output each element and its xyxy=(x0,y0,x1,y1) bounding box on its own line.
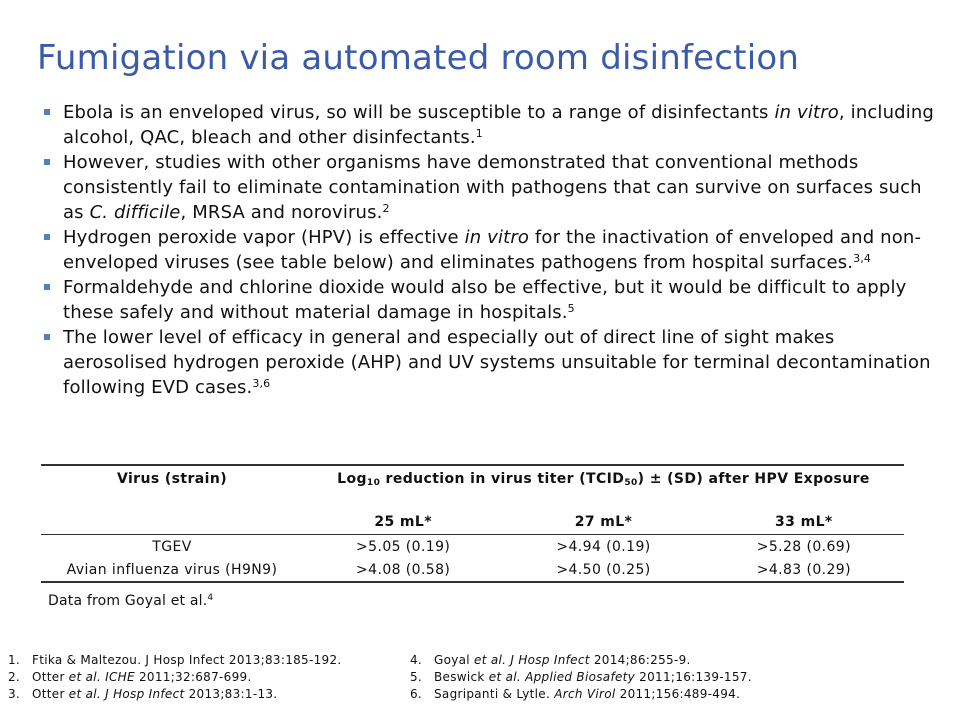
text-run: for the inactivation of enveloped and non-enveloped viruses (see table below) and eliminates pathogens from hospital surfaces. xyxy=(63,227,922,273)
italic-text: et al. ICHE xyxy=(68,670,135,684)
text-run: However, studies with other organisms have demonstrated that conventional methods consistently fail to eliminate contamination with pathogens that can survive on surfaces such as xyxy=(63,152,922,223)
value-cell: >5.05 (0.19) xyxy=(356,538,451,555)
text-run: Beswick xyxy=(434,670,489,684)
reference-number: 2. xyxy=(8,670,21,684)
table-source-note xyxy=(48,593,213,609)
text-run: Otter xyxy=(32,687,69,701)
reference-text xyxy=(434,653,691,667)
bullet-text xyxy=(63,152,922,223)
reference-number: 1. xyxy=(8,653,21,667)
bullet-item xyxy=(44,325,944,400)
text-run: Log xyxy=(337,471,367,487)
log-reduction-header xyxy=(303,465,904,510)
text-run: Sagripanti & Lytle. xyxy=(434,687,555,701)
square-bullet-icon xyxy=(44,284,50,290)
reference-item xyxy=(410,686,752,703)
citation-superscript: 5 xyxy=(567,302,575,315)
reference-item xyxy=(8,652,342,669)
citation-superscript: 2 xyxy=(382,202,390,215)
text-run: 2011;156:489-494. xyxy=(615,687,741,701)
dose-header-25ml: 25 mL* xyxy=(303,510,503,535)
reference-number: 3. xyxy=(8,687,21,701)
reference-item xyxy=(8,686,342,703)
value-cell: >4.83 (0.29) xyxy=(704,558,904,582)
text-run: 2011;16:139-157. xyxy=(635,670,752,684)
reference-item xyxy=(8,669,342,686)
subscript: 50 xyxy=(624,478,638,488)
text-run: , including alcohol, QAC, bleach and other disinfectants. xyxy=(63,102,934,148)
bullet-item xyxy=(44,225,944,275)
slide-title: Fumigation via automated room disinfection xyxy=(37,38,800,78)
text-run: The lower level of efficacy in general and especially out of direct line of sight makes aerosolised hydrogen peroxide (AHP) and UV systems unsuitable for terminal decontamination following EVD cases. xyxy=(63,327,931,398)
virus-strain-header: Virus (strain) xyxy=(41,465,303,510)
bullet-text xyxy=(63,327,931,398)
citation-superscript: 3,6 xyxy=(252,377,271,390)
dose-header-33ml: 33 mL* xyxy=(704,510,904,535)
text-run: Ftika & Maltezou. J Hosp Infect 2013;83:185-192. xyxy=(32,653,342,667)
bullet-item xyxy=(44,150,944,225)
reference-text xyxy=(434,670,752,684)
square-bullet-icon xyxy=(44,109,50,115)
text-run: Formaldehyde and chlorine dioxide would also be effective, but it would be difficult to apply these safely and without material damage in hospitals. xyxy=(63,277,907,323)
text-run: Hydrogen peroxide vapor (HPV) is effective xyxy=(63,227,465,248)
square-bullet-icon xyxy=(44,234,50,240)
reference-item xyxy=(410,652,752,669)
value-cell: >4.94 (0.19) xyxy=(556,538,651,555)
italic-text: et al. J Hosp Infect xyxy=(68,687,185,701)
italic-text: in vitro xyxy=(464,227,530,248)
table-row xyxy=(41,558,904,582)
square-bullet-icon xyxy=(44,334,50,340)
empty-header-cell xyxy=(41,510,303,535)
text-run: Goyal xyxy=(434,653,475,667)
virus-cell: Avian influenza virus (H9N9) xyxy=(41,558,303,582)
citation-superscript: 1 xyxy=(475,127,483,140)
reference-number: 4. xyxy=(410,653,423,667)
table-row xyxy=(41,535,904,559)
text-run: , MRSA and norovirus. xyxy=(180,202,383,223)
reference-number: 5. xyxy=(410,670,423,684)
value-cell: >4.50 (0.25) xyxy=(503,558,703,582)
italic-text: C. difficile xyxy=(89,202,181,223)
square-bullet-icon xyxy=(44,159,50,165)
text-run: Ebola is an enveloped virus, so will be susceptible to a range of disinfectants xyxy=(63,102,775,123)
bullet-text xyxy=(63,277,906,323)
bullet-list xyxy=(44,100,944,400)
text-run: reduction in virus titer (TCID xyxy=(380,471,625,487)
value-cell: >4.08 (0.58) xyxy=(303,558,503,582)
text-run: 2014;86:255-9. xyxy=(589,653,691,667)
bullet-item xyxy=(44,275,944,325)
value-cell: >5.28 (0.69) xyxy=(756,538,851,555)
reference-text xyxy=(32,670,252,684)
reference-number: 6. xyxy=(410,687,423,701)
italic-text: et al. Applied Biosafety xyxy=(488,670,636,684)
italic-text: et al. J Hosp Infect xyxy=(474,653,590,667)
italic-text: in vitro xyxy=(774,102,839,123)
references-right xyxy=(410,652,752,703)
hpv-efficacy-table xyxy=(41,464,904,583)
text-run: ) ± (SD) after HPV Exposure xyxy=(637,471,870,487)
text-run: Data from Goyal et al. xyxy=(48,593,208,609)
citation-superscript: 3,4 xyxy=(853,252,872,265)
references-left xyxy=(8,652,342,703)
text-run: 2011;32:687-699. xyxy=(134,670,252,684)
subscript: 10 xyxy=(366,478,381,488)
text-run: 2013;83:1-13. xyxy=(184,687,278,701)
reference-text xyxy=(32,653,342,667)
bullet-text xyxy=(63,102,934,148)
bullet-text xyxy=(63,227,921,273)
bullet-item xyxy=(44,100,944,150)
text-run: Otter xyxy=(32,670,69,684)
italic-text: Arch Virol xyxy=(554,687,616,701)
virus-cell: TGEV xyxy=(152,538,192,555)
reference-item xyxy=(410,669,752,686)
citation-superscript: 4 xyxy=(207,593,214,603)
reference-text xyxy=(32,687,277,701)
reference-text xyxy=(434,687,740,701)
dose-header-27ml: 27 mL* xyxy=(503,510,703,535)
